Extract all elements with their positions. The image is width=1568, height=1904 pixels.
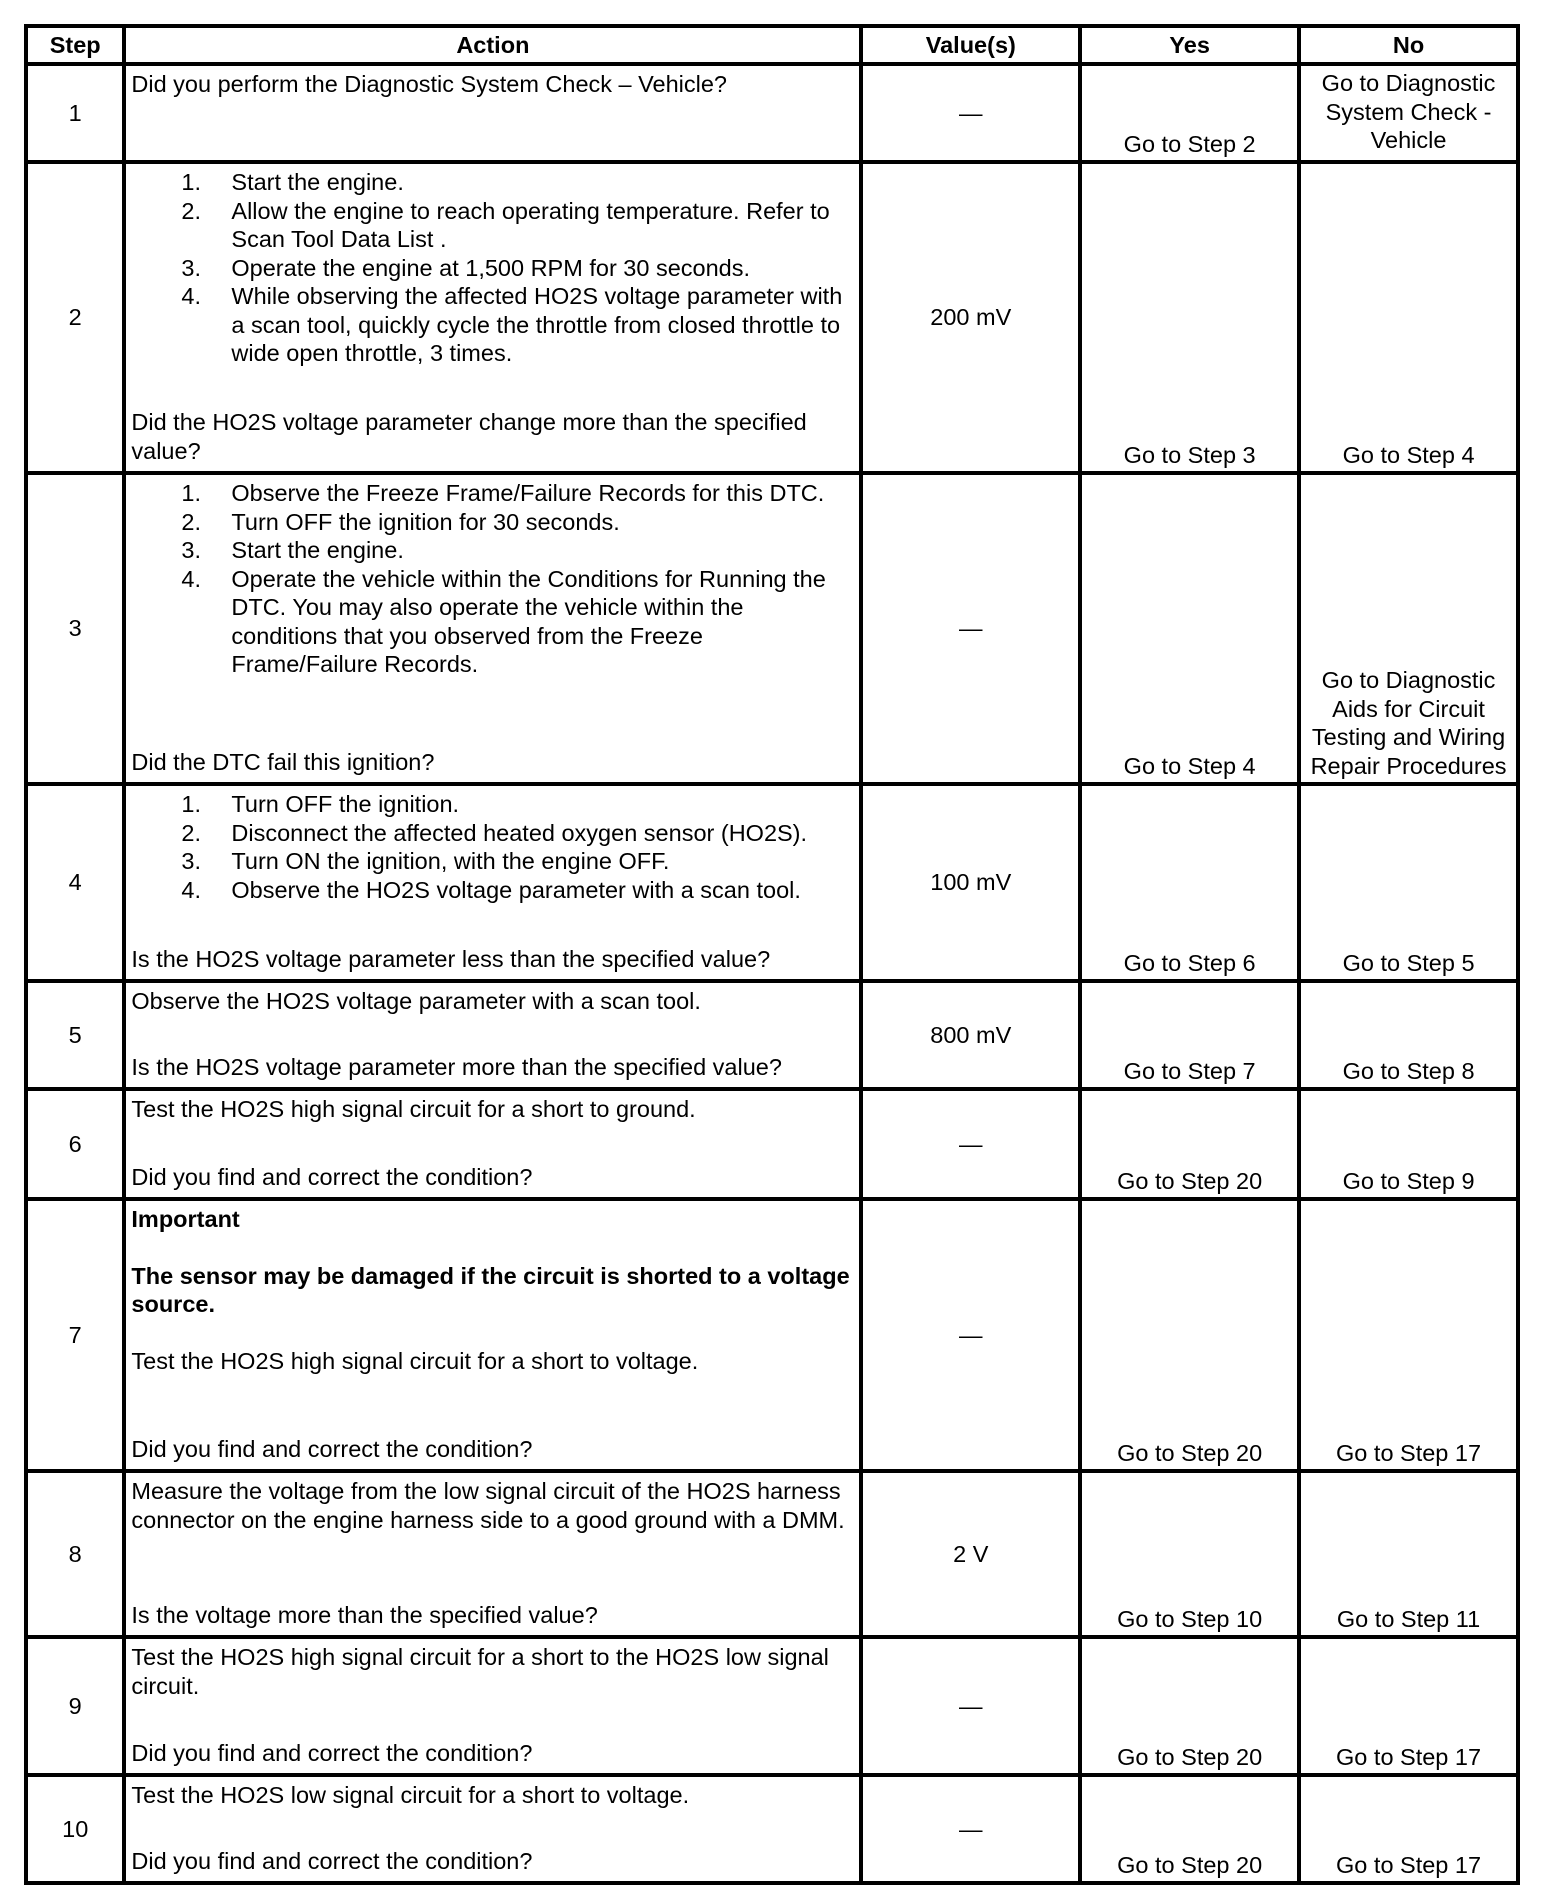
table-row (26, 1471, 1518, 1637)
action-question: Did you find and correct the condition? (131, 1739, 533, 1766)
value-cell: — (861, 1775, 1080, 1883)
step-number: 1 (26, 64, 124, 162)
yes-cell: Go to Step 20 (1080, 1089, 1299, 1199)
no-cell: Go to Step 4 (1299, 162, 1518, 473)
value-cell: — (861, 1089, 1080, 1199)
action-steps (131, 479, 854, 679)
action-intro: Did you perform the Diagnostic System Check – Vehicle? (131, 71, 728, 97)
no-cell: Go to Diagnostic Aids for Circuit Testing and Wiring Repair Procedures (1299, 473, 1518, 784)
table-row (26, 162, 1518, 473)
important-heading: Important (131, 1206, 240, 1232)
value-cell: — (861, 64, 1080, 162)
table-row (26, 64, 1518, 162)
action-intro: Test the HO2S high signal circuit for a short to the HO2S low signal circuit. (131, 1644, 829, 1699)
step-number: 4 (26, 784, 124, 981)
no-cell: Go to Step 8 (1299, 981, 1518, 1089)
action-question: Is the HO2S voltage parameter more than the specified value? (131, 1053, 782, 1080)
action-steps (131, 790, 854, 904)
list-item: 4. Operate the vehicle within the Conditions for Running the DTC. You may also operate the vehicle within the conditions that you observed from the Freeze Frame/Failure Records. (181, 565, 826, 677)
step-number: 7 (26, 1199, 124, 1471)
value-cell: — (861, 1199, 1080, 1471)
no-cell: Go to Step 11 (1299, 1471, 1518, 1637)
step-number: 6 (26, 1089, 124, 1199)
step-number: 5 (26, 981, 124, 1089)
no-cell: Go to Step 9 (1299, 1089, 1518, 1199)
value-cell: 100 mV (861, 784, 1080, 981)
value-cell: — (861, 473, 1080, 784)
table-row (26, 1199, 1518, 1471)
list-item: 4. Observe the HO2S voltage parameter with a scan tool. (181, 876, 801, 903)
header-no: No (1299, 26, 1518, 64)
action-question: Did you find and correct the condition? (131, 1847, 533, 1874)
list-item: 4. While observing the affected HO2S voltage parameter with a scan tool, quickly cycle the throttle from closed throttle to wide open throttle, 3 times. (181, 283, 843, 366)
table-row (26, 1089, 1518, 1199)
yes-cell: Go to Step 20 (1080, 1775, 1299, 1883)
action-question: Did you find and correct the condition? (131, 1163, 533, 1190)
action-cell (124, 473, 861, 784)
header-values: Value(s) (861, 26, 1080, 64)
action-question: Did you find and correct the condition? (131, 1435, 533, 1462)
no-cell: Go to Diagnostic System Check - Vehicle (1299, 64, 1518, 162)
list-item: 2. Disconnect the affected heated oxygen sensor (HO2S). (181, 819, 808, 846)
table-row (26, 473, 1518, 784)
no-cell: Go to Step 17 (1299, 1775, 1518, 1883)
yes-cell: Go to Step 3 (1080, 162, 1299, 473)
diagnostic-table (24, 24, 1520, 1885)
action-question: Did the HO2S voltage parameter change more than the specified value? (131, 409, 807, 464)
action-cell (124, 1089, 861, 1199)
action-cell (124, 64, 861, 162)
list-item: 3. Operate the engine at 1,500 RPM for 30 seconds. (181, 254, 751, 281)
value-cell: 200 mV (861, 162, 1080, 473)
action-intro: Test the HO2S high signal circuit for a short to voltage. (131, 1347, 699, 1374)
action-cell (124, 1637, 861, 1775)
value-cell: 2 V (861, 1471, 1080, 1637)
yes-cell: Go to Step 4 (1080, 473, 1299, 784)
action-cell (124, 784, 861, 981)
value-cell: 800 mV (861, 981, 1080, 1089)
step-number: 10 (26, 1775, 124, 1883)
action-cell (124, 1471, 861, 1637)
no-cell: Go to Step 17 (1299, 1199, 1518, 1471)
action-cell (124, 981, 861, 1089)
list-item: 3. Start the engine. (181, 537, 404, 563)
header-step: Step (26, 26, 124, 64)
no-cell: Go to Step 17 (1299, 1637, 1518, 1775)
action-cell (124, 162, 861, 473)
action-intro: Measure the voltage from the low signal circuit of the HO2S harness connector on the engine harness side to a good ground with a DMM. (131, 1478, 845, 1533)
header-action: Action (124, 26, 861, 64)
list-item: 1. Start the engine. (181, 169, 404, 195)
action-question: Is the voltage more than the specified value? (131, 1601, 598, 1628)
action-question: Did the DTC fail this ignition? (131, 748, 435, 775)
yes-cell: Go to Step 10 (1080, 1471, 1299, 1637)
yes-cell: Go to Step 20 (1080, 1637, 1299, 1775)
header-row (26, 26, 1518, 64)
list-item: 1. Observe the Freeze Frame/Failure Records for this DTC. (181, 480, 825, 506)
important-text: The sensor may be damaged if the circuit is shorted to a voltage source. (131, 1262, 850, 1317)
yes-cell: Go to Step 7 (1080, 981, 1299, 1089)
value-cell: — (861, 1637, 1080, 1775)
no-cell: Go to Step 5 (1299, 784, 1518, 981)
action-intro: Test the HO2S high signal circuit for a short to ground. (131, 1096, 696, 1122)
list-item: 3. Turn ON the ignition, with the engine OFF. (181, 848, 670, 874)
yes-cell: Go to Step 6 (1080, 784, 1299, 981)
step-number: 8 (26, 1471, 124, 1637)
action-cell (124, 1199, 861, 1471)
table-row (26, 1637, 1518, 1775)
yes-cell: Go to Step 2 (1080, 64, 1299, 162)
step-number: 9 (26, 1637, 124, 1775)
list-item: 2. Turn OFF the ignition for 30 seconds. (181, 508, 620, 535)
list-item: 2. Allow the engine to reach operating temperature. Refer to Scan Tool Data List . (181, 197, 830, 252)
action-steps (131, 168, 854, 368)
table-row (26, 981, 1518, 1089)
action-intro: Test the HO2S low signal circuit for a short to voltage. (131, 1782, 690, 1808)
table-row (26, 784, 1518, 981)
yes-cell: Go to Step 20 (1080, 1199, 1299, 1471)
table-row (26, 1775, 1518, 1883)
header-yes: Yes (1080, 26, 1299, 64)
list-item: 1. Turn OFF the ignition. (181, 791, 460, 817)
action-question: Is the HO2S voltage parameter less than the specified value? (131, 945, 771, 972)
action-intro: Observe the HO2S voltage parameter with a scan tool. (131, 988, 701, 1014)
action-cell (124, 1775, 861, 1883)
step-number: 2 (26, 162, 124, 473)
step-number: 3 (26, 473, 124, 784)
